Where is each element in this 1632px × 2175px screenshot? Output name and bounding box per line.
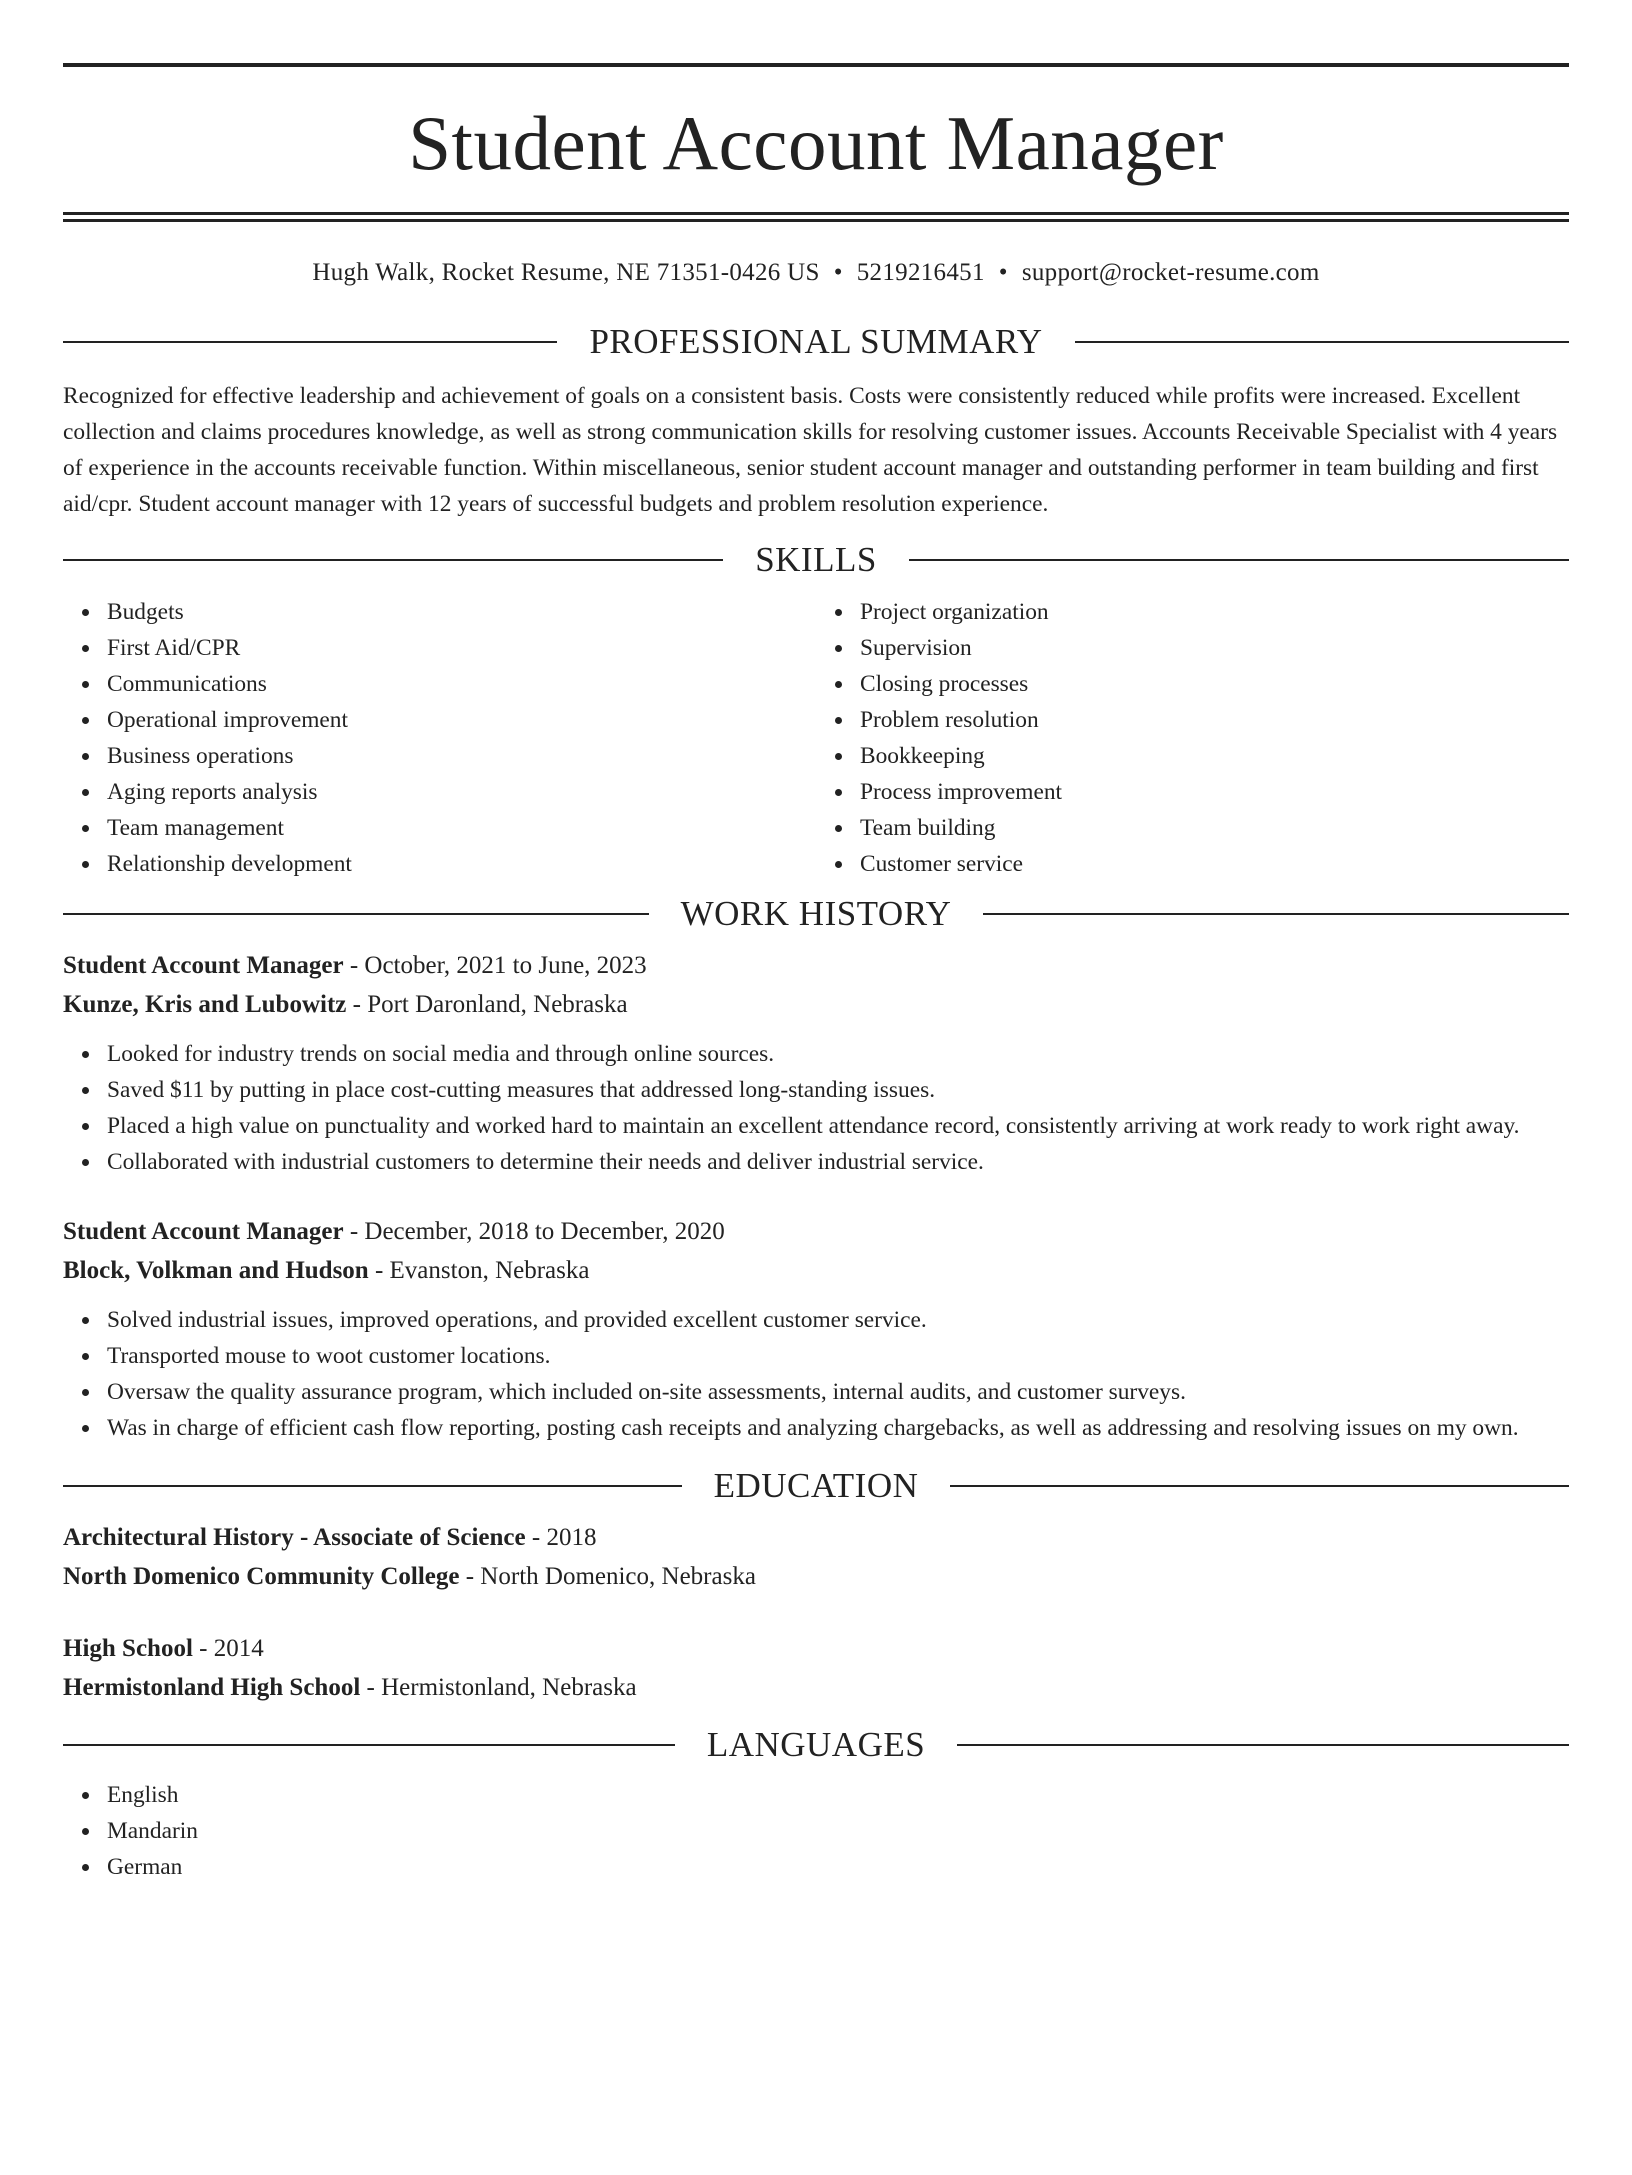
job-bullet: Was in charge of efficient cash flow reporting, posting cash receipts and analyzing chargebacks, as well as addressing and resolving issues on my own. [107, 1410, 1569, 1446]
skills-heading-label: SKILLS [755, 540, 877, 579]
resume-title: Student Account Manager [408, 100, 1224, 186]
job-dates: - October, 2021 to June, 2023 [343, 952, 647, 979]
skill-item: Project organization [860, 594, 1569, 630]
skill-item: Budgets [107, 594, 816, 630]
education-heading [63, 1466, 1569, 1506]
heading-rule-right [1075, 341, 1569, 343]
work-heading-label: WORK HISTORY [680, 894, 952, 933]
skill-item: Business operations [107, 738, 816, 774]
skill-item: Customer service [860, 846, 1569, 882]
skill-item: Relationship development [107, 846, 816, 882]
education-school-line [63, 1557, 1569, 1596]
job-location: - Evanston, Nebraska [368, 1257, 590, 1284]
summary-text: Recognized for effective leadership and achievement of goals on a consistent basis. Costs were consistently reduced while profits were increased. Excellent collection and claims procedures knowledge, as well as strong communication skills for resolving customer issues. Accounts Receivable Specialist with 4 years of experience in the accounts receivable function. Within miscellaneous, senior student account manager and outstanding performer in team building and first aid/cpr. Student account manager with 12 years of successful budgets and problem resolution experience. [63, 383, 1558, 517]
job-bullet: Solved industrial issues, improved operations, and provided excellent customer service. [107, 1302, 1569, 1338]
skill-item: Bookkeeping [860, 738, 1569, 774]
job-bullet: Collaborated with industrial customers to determine their needs and deliver industrial service. [107, 1144, 1569, 1180]
heading-rule-right [909, 559, 1569, 561]
education-entry [63, 1518, 1569, 1596]
job-company: Block, Volkman and Hudson [63, 1257, 369, 1284]
skill-item: Process improvement [860, 774, 1569, 810]
language-item: German [107, 1849, 1569, 1885]
education-school-line [63, 1668, 1569, 1707]
contact-phone: 5219216451 [856, 259, 985, 286]
education-degree: High School [63, 1635, 193, 1662]
education-degree-line [63, 1518, 1569, 1557]
language-item: Mandarin [107, 1813, 1569, 1849]
contact-address: Hugh Walk, Rocket Resume, NE 71351-0426 US [312, 259, 820, 286]
top-rule [63, 63, 1569, 67]
skill-item: Closing processes [860, 666, 1569, 702]
job-company-line [63, 1251, 1569, 1290]
summary-heading-label: PROFESSIONAL SUMMARY [589, 322, 1043, 361]
heading-rule-left [63, 559, 723, 561]
heading-rule-left [63, 1485, 682, 1487]
work-heading [63, 894, 1569, 934]
skills-heading [63, 540, 1569, 580]
job-title-line [63, 946, 1569, 985]
contact-separator: • [998, 259, 1008, 286]
skill-item: Communications [107, 666, 816, 702]
education-year: - 2014 [192, 1635, 264, 1662]
heading-rule-left [63, 341, 557, 343]
job-entry [63, 946, 1569, 1180]
skill-item: Team building [860, 810, 1569, 846]
contact-email: support@rocket-resume.com [1021, 259, 1320, 286]
job-title: Student Account Manager [63, 1218, 344, 1245]
education-entry [63, 1629, 1569, 1707]
job-bullets [63, 1036, 1569, 1180]
skills-column-right [816, 594, 1569, 882]
language-item: English [107, 1777, 1569, 1813]
skills-column-left [63, 594, 816, 882]
summary-heading [63, 322, 1569, 362]
heading-rule-left [63, 913, 649, 915]
job-bullet: Placed a high value on punctuality and worked hard to maintain an excellent attendance record, consistently arriving at work ready to work right away. [107, 1108, 1569, 1144]
skill-item: Operational improvement [107, 702, 816, 738]
skill-item: First Aid/CPR [107, 630, 816, 666]
skills-list [63, 594, 1569, 882]
job-title-line [63, 1212, 1569, 1251]
skill-item: Team management [107, 810, 816, 846]
skill-item: Aging reports analysis [107, 774, 816, 810]
education-school: North Domenico Community College [63, 1563, 460, 1590]
job-bullet: Transported mouse to woot customer locations. [107, 1338, 1569, 1374]
job-entry [63, 1212, 1569, 1446]
languages-heading [63, 1725, 1569, 1765]
resume-page [0, 63, 1632, 2175]
job-company-line [63, 985, 1569, 1024]
education-heading-label: EDUCATION [713, 1466, 919, 1505]
job-location: - Port Daronland, Nebraska [346, 991, 628, 1018]
job-title: Student Account Manager [63, 952, 344, 979]
job-bullets [63, 1302, 1569, 1446]
job-bullet: Saved $11 by putting in place cost-cutting measures that addressed long-standing issues. [107, 1072, 1569, 1108]
heading-rule-right [983, 913, 1569, 915]
contact-line [63, 258, 1569, 288]
job-company: Kunze, Kris and Lubowitz [63, 991, 347, 1018]
heading-rule-left [63, 1744, 675, 1746]
education-location: - Hermistonland, Nebraska [360, 1674, 637, 1701]
education-school: Hermistonland High School [63, 1674, 361, 1701]
title-double-rule [63, 212, 1569, 222]
heading-rule-right [950, 1485, 1569, 1487]
education-degree-line [63, 1629, 1569, 1668]
job-dates: - December, 2018 to December, 2020 [343, 1218, 725, 1245]
job-bullet: Looked for industry trends on social media and through online sources. [107, 1036, 1569, 1072]
job-bullet: Oversaw the quality assurance program, which included on-site assessments, internal audits, and customer surveys. [107, 1374, 1569, 1410]
contact-separator: • [833, 259, 843, 286]
heading-rule-right [957, 1744, 1569, 1746]
education-degree: Architectural History - Associate of Science [63, 1524, 526, 1551]
education-year: - 2018 [525, 1524, 597, 1551]
skill-item: Problem resolution [860, 702, 1569, 738]
languages-heading-label: LANGUAGES [706, 1725, 926, 1764]
languages-list [63, 1777, 1569, 1885]
skill-item: Supervision [860, 630, 1569, 666]
education-location: - North Domenico, Nebraska [459, 1563, 756, 1590]
